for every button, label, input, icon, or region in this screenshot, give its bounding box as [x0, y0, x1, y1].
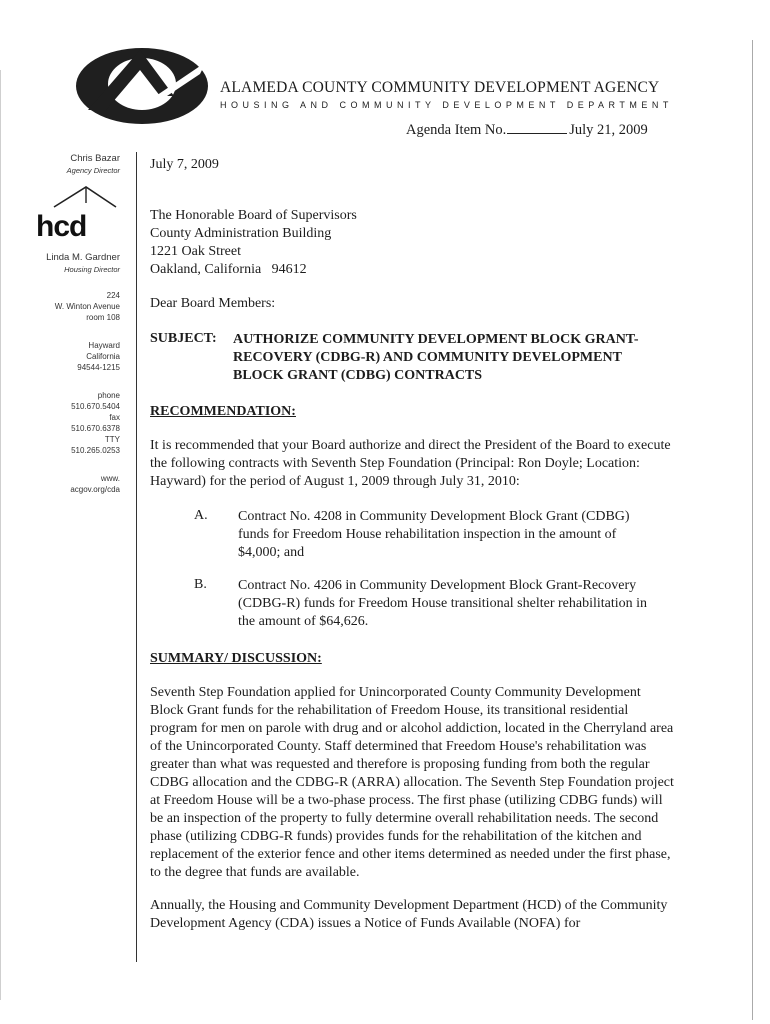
recipient-line-3: 1221 Oak Street: [150, 244, 241, 259]
recommendation-paragraph: It is recommended that your Board authorize and direct the President of the Board to execute the following contracts with Seventh Step Foundation (Principal: Ron Doyle; Location: Hayward) for the period of August 1, 2009 through July 31, 2010:: [150, 438, 671, 489]
recommendation-heading: RECOMMENDATION:: [150, 404, 296, 419]
department-name: HOUSING AND COMMUNITY DEVELOPMENT DEPARTMENT: [220, 100, 673, 110]
housing-director-name: Linda M. Gardner: [46, 252, 120, 263]
recipient-line-1: The Honorable Board of Supervisors: [150, 208, 357, 223]
agency-name: ALAMEDA COUNTY COMMUNITY DEVELOPMENT AGENCY: [220, 79, 660, 96]
address-room: room 108: [86, 313, 120, 322]
phone-number: 510.670.5404: [71, 402, 120, 411]
address-zip: 94544-1215: [77, 363, 120, 372]
item-a-letter: A.: [194, 508, 208, 523]
subject-label: SUBJECT:: [150, 331, 217, 346]
housing-director-title: Housing Director: [64, 265, 120, 274]
director-name: Chris Bazar: [70, 153, 120, 164]
letter-date: July 7, 2009: [150, 157, 219, 172]
subject-text: AUTHORIZE COMMUNITY DEVELOPMENT BLOCK GRANT-RECOVERY (CDBG-R) AND COMMUNITY DEVELOPMENT BLOCK GRANT (CDBG) CONTRACTS: [233, 332, 639, 383]
tty-label: TTY: [104, 435, 120, 444]
item-a-text: Contract No. 4208 in Community Development Block Grant (CDBG) funds for Freedom House rehabilitation inspection in the amount of $4,000; and: [238, 509, 630, 560]
address-city: Hayward: [88, 341, 120, 350]
address-number: 224: [106, 291, 120, 300]
left-page-edge: [0, 70, 1, 1000]
recipient-line-4: Oakland, California 94612: [150, 262, 307, 277]
right-page-edge: [752, 40, 753, 1020]
address-street: W. Winton Avenue: [54, 302, 120, 311]
item-b-text: Contract No. 4206 in Community Development Block Grant-Recovery (CDBG-R) funds for Freedom House transitional shelter rehabilitation in the amount of $64,626.: [238, 578, 648, 629]
web-address: acgov.org/cda: [70, 485, 120, 494]
sidebar-divider: [136, 152, 137, 962]
summary-paragraph: Seventh Step Foundation applied for Unincorporated County Community Development Block Grant funds for the rehabilitation of Freedom House, its transitional residential program for men on parole with drug and or alcohol addiction, located in the Cherryland area of the Unincorporated County. Staff determined that Freedom House's rehabilitation was greater than what was requested and therefore is proposing funding from both the regular CDBG allocation and the CDBG-R (ARRA) allocation. The Seventh Step Foundation project at Freedom House will be a two-phase process. The first phase (utilizing CDBG funds) will be an inspection of the property to fully determine overall rehabilitation needs. The second phase (utilizing CDBG-R funds) provides funds for the rehabilitation of the kitchen and replacement of the exterior fence and other items determined as needed under the first phase, to the degree that funds are available.: [150, 685, 674, 880]
agenda-item-label: Agenda Item No.: [406, 122, 507, 138]
annual-paragraph: Annually, the Housing and Community Development Department (HCD) of the Community Development Agency (CDA) issues a Notice of Funds Available (NOFA) for: [150, 898, 668, 931]
director-title: Agency Director: [66, 166, 120, 175]
item-b-letter: B.: [194, 577, 207, 592]
fax-label: fax: [109, 413, 120, 422]
agenda-item-blank: [507, 121, 567, 134]
tty-number: 510.265.0253: [71, 446, 120, 455]
agency-logo-icon: [74, 44, 210, 128]
summary-heading: SUMMARY/ DISCUSSION:: [150, 651, 322, 666]
web-label: www.: [100, 474, 120, 483]
recipient-line-2: County Administration Building: [150, 226, 332, 241]
agenda-date: July 21, 2009: [569, 122, 648, 138]
phone-label: phone: [97, 391, 120, 400]
salutation: Dear Board Members:: [150, 296, 276, 311]
address-state: California: [86, 352, 120, 361]
agenda-item-line: [406, 121, 648, 139]
hcd-logo-text: hcd: [36, 210, 87, 243]
fax-number: 510.670.6378: [71, 424, 120, 433]
